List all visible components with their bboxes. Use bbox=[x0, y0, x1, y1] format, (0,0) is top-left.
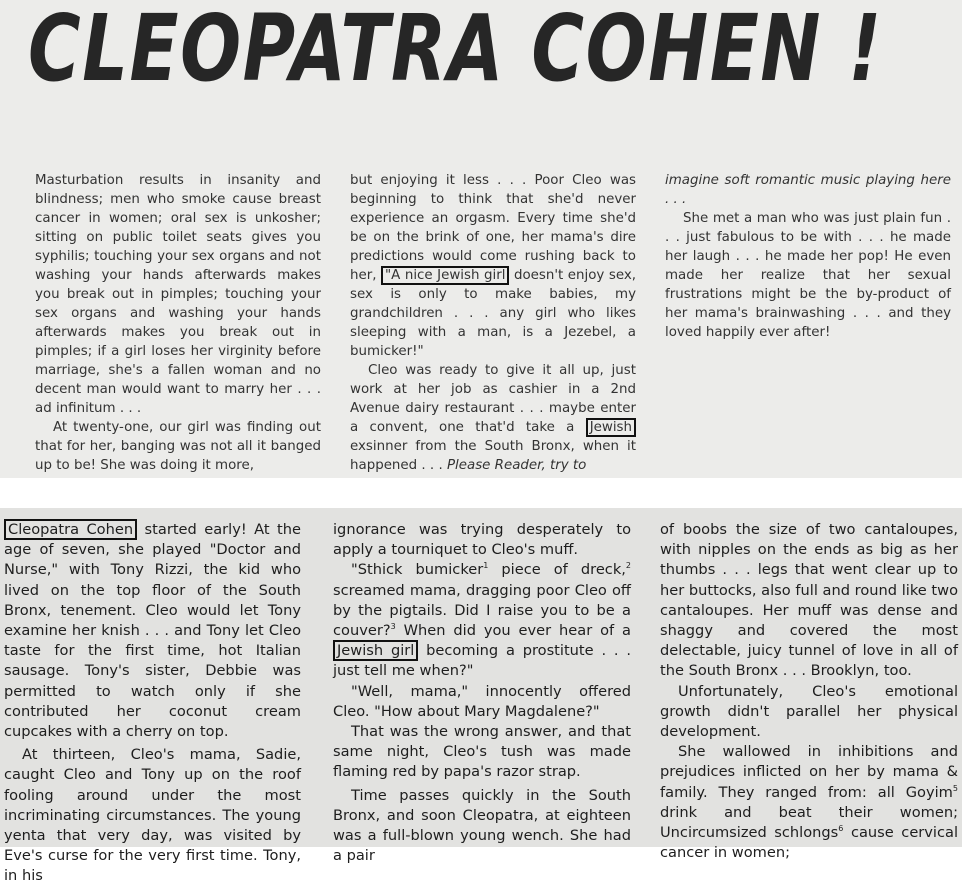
text-span: "Sthick bumicker bbox=[351, 561, 484, 579]
text-span: doesn't enjoy sex, sex is only to make babies, my grandchildren . . . any girl who likes sleeping with a man, is a Jezebel, a bumicker!" bbox=[350, 268, 637, 359]
text-span: but enjoying it less . . . Poor Cleo was beginning to think that she'd never experience an orgasm. Every time she'd be on the brink of one, her mama's dire predictions would come rushing back to her, bbox=[350, 173, 636, 283]
bottom-column-1 bbox=[4, 520, 301, 887]
paragraph bbox=[350, 171, 636, 361]
text-span: She wallowed in inhibitions and prejudices inflicted on her by mama & family. They ranged from: all Goyim bbox=[660, 743, 958, 801]
highlight-box: Jewish girl bbox=[333, 640, 418, 661]
text-span: screamed mama, dragging poor Cleo off by the pigtails. Did I raise you to be a couver? bbox=[333, 581, 631, 640]
article-title: CLEOPATRA COHEN ! bbox=[28, 0, 883, 102]
paragraph: imagine soft romantic music playing here . . . bbox=[665, 173, 951, 207]
bottom-article-panel bbox=[0, 508, 962, 885]
paragraph: Unfortunately, Cleo's emotional growth didn't parallel her physical development. bbox=[660, 682, 958, 741]
paragraph bbox=[660, 742, 958, 863]
paragraph: That was the wrong answer, and that same night, Cleo's tush was made flaming red by papa's razor strap. bbox=[333, 723, 631, 781]
top-column-1 bbox=[35, 171, 321, 475]
text-span: started early! At the age of seven, she played "Doctor and Nurse," with Tony Rizzi, the kid who lived on the top floor of the South Bronx, tenement. Cleo would let Tony examine her knish . . . and Tony let Cleo taste for the first time, hot Italian sausage. Tony's sister, Debbie was permitted to watch only if she contributed her coconut cream cupcakes with a cherry on top. bbox=[4, 521, 302, 741]
paragraph: At twenty-one, our girl was finding out that for her, banging was not all it banged up to be! She was doing it more, bbox=[35, 420, 321, 473]
paragraph: Time passes quickly in the South Bronx, and soon Cleopatra, at eighteen was a full-blown young wench. She had a pair bbox=[333, 786, 631, 865]
top-column-3 bbox=[665, 171, 951, 342]
text-span: When did you ever hear of a bbox=[403, 622, 632, 640]
highlight-box: Jewish bbox=[586, 418, 636, 437]
paragraph: ignorance was trying desperately to apply a tourniquet to Cleo's muff. bbox=[333, 521, 631, 559]
footnote-marker: 5 bbox=[952, 783, 958, 793]
bottom-column-3 bbox=[660, 520, 958, 863]
bottom-column-2 bbox=[333, 520, 631, 866]
text-span: cause cervical cancer in women; bbox=[660, 824, 959, 862]
footnote-marker: 3 bbox=[390, 622, 396, 632]
footnote-marker: 2 bbox=[625, 561, 631, 571]
text-span: becoming a prostitute . . . just tell me when?" bbox=[333, 642, 632, 680]
paragraph bbox=[4, 520, 301, 742]
text-span: drink and beat their women; Uncircumsized schlongs bbox=[660, 803, 958, 842]
paragraph bbox=[333, 560, 631, 681]
highlight-box: Cleopatra Cohen bbox=[4, 519, 137, 540]
text-span: exsinner from the South Bronx, when it happened . . . bbox=[350, 439, 636, 473]
paragraph: Masturbation results in insanity and blindness; men who smoke cause breast cancer in women; oral sex is unkosher; sitting on public toilet seats gives you syphilis; touching your sex organs and not washing your hands afterwards makes you break out in pimples; touching your sex organs and washing your hands afterwards makes you break out in pimples; if a girl loses her virginity before marriage, she's a fallen woman and no decent man would want to marry her . . . ad infinitum . . . bbox=[35, 173, 321, 416]
footnote-marker: 6 bbox=[838, 824, 844, 834]
paragraph: She met a man who was just plain fun . . . just fabulous to be with . . . he made her laugh . . . he made her pop! He even made her realize that her sexual frustrations might be the by-product of her mama's brainwashing . . . and they loved happily ever after! bbox=[665, 211, 951, 340]
paragraph: At thirteen, Cleo's mama, Sadie, caught Cleo and Tony up on the roof fooling around under the most incriminating circumstances. The young yenta that very day, was visited by Eve's curse for the very first time. Tony, in his bbox=[4, 746, 301, 885]
paragraph bbox=[350, 361, 636, 475]
highlight-box: "A nice Jewish girl bbox=[381, 266, 509, 285]
paragraph: of boobs the size of two cantaloupes, with nipples on the ends as big as her thumbs . . . legs that went clear up to her buttocks, also full and round like two cantaloupes. Her muff was dense and shaggy and covered the most delectable, juicy tunnel of love in all of the South Bronx . . . Brooklyn, too. bbox=[660, 521, 958, 680]
italic-text: Please Reader, try to bbox=[446, 458, 587, 473]
footnote-marker: 1 bbox=[483, 561, 489, 571]
text-span: Cleo was ready to give it all up, just work at her job as cashier in a 2nd Avenue dairy restaurant . . . maybe enter a convent, one that'd take a bbox=[350, 363, 636, 435]
text-span: piece of dreck, bbox=[501, 561, 626, 579]
paragraph: "Well, mama," innocently offered Cleo. "How about Mary Magdalene?" bbox=[333, 682, 631, 720]
top-column-2 bbox=[350, 171, 636, 475]
